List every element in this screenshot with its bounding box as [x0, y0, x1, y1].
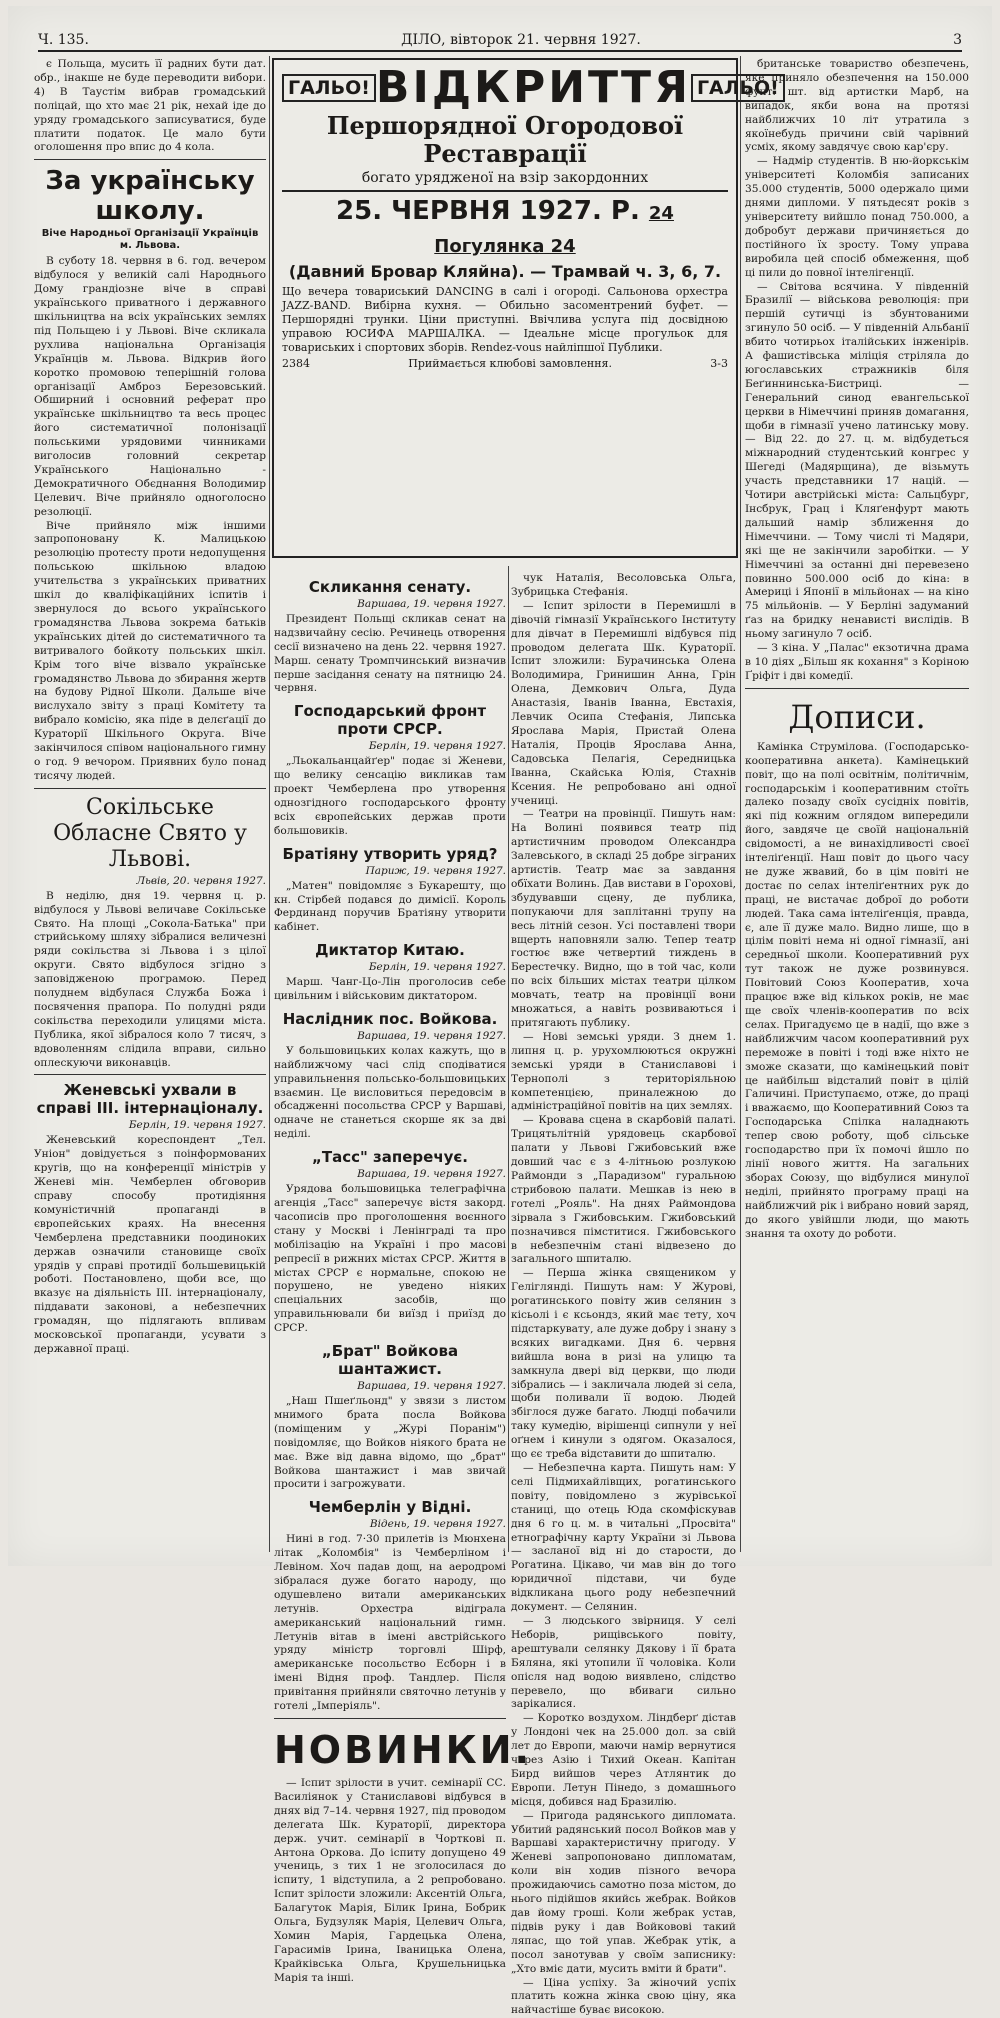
headline-chamberlin-vienna: Чемберлін у Відні.: [308, 1498, 472, 1517]
article-body: Женевський кореспондент „Тел. Уніон" довідується з поінформованих кругів, що на конференції міністрів у Женеві мін. Чемберлен обговорив справу способу протидіяння комуністичній пропаганді в європейських краях. На внесення Чемберлена представники поодиноких держав означили становище своїх урядів у справі протидії большевицькій роботі. Постановлено, щоби все, що вказує на діяльність III. інтернаціоналу, піддавати законові, а небезпечних громадян, що підлягають впливам московської пропаганди, усувати з державної праці.: [34, 1134, 266, 1355]
ad-galo-left: ГАЛЬО!: [282, 74, 376, 102]
news-item: — Небезпечна карта. Пишуть нам: У селі Підмихайлівщих, рогатинського повіту, повідомлено з журівської станиці, що отець Юда скомфіскував дня 6 го ц. м. в читальні „Просвіта" етнографічну карту України зі Львова — засланої від ні до старости, до Рогатина. Цікаво, чи мав він до того юридичної підстави, чи буде відкликана цього роду небезпечний документ. — Селянин.: [511, 1462, 736, 1614]
divider: [274, 1718, 506, 1719]
ad-ref: 2384: [282, 357, 310, 370]
ad-street: 24 Погулянка 24: [434, 203, 674, 257]
news-item: — Театри на провінції. Пишуть нам: На Волині появився театр під артистичним проводом Олександра Залевського, в складі 25 добре зіграних артистів. Театр має за завдання обїхати Волинь. Дав вистави в Горохові, збудувавши сцену, де публика, попукаючи для заплітанні трупу на весь літній сезон. Усі поставлені твори вщерть наповняли залю. Тепер театр гостює вже четвертий тиждень в Берестечку. Видно, що в той час, коли по всіх більших містах театри цілком мовчать, театр на провінції вони множаться, а навіть розвиваються і притягають публику.: [511, 808, 736, 1029]
article-body: Віче прийняло між іншими запропоновану К. Малицькою резолюцію протесту проти недопущення польською шкільною владою учительства з українських приватних шкіл до кваліфікаційних іспитів і звернулося до всього українського громадянства Львова зокрема батьків українських дітей до систематичного та витривалого бойкоту польських шкіл. Крім того віче візвало українське громадянство Львова до збирання жертв на будову Рідної Школи. Дальше віче вислухало звіту з праці Комітету та вибрало комісію, яка піде в делєґації до Кураторії Шкільного Округа. Віче закінчилося співом національного гимну о год. 9 вечором. Приявних було понад тисячу людей.: [34, 519, 266, 782]
article-body: В суботу 18. червня в 6. год. вечером відбулося у великій салі Народнього Дому грандіозне віче в справі українського приватного і державного шкільництва на всіх українських землях під Польщею і у Львові. Віче скликала рухлива національна Організація Українців м. Львова. Відкрив його коротко промовою теперішній голова організації Амброз Березовський. Обширний і основний реферат про українське шкільництво та весь процес його систематичної полонізації польськими урядовими чинниками виголосив головний секретар Українського Національно - Демократичного Обєднання Володимир Целевич. Віче прийняло одноголосно резолюції.: [34, 255, 266, 518]
ad-tagline: богато урядженої на взір закордонних: [361, 170, 649, 186]
dateline: Варшава, 19. червня 1927.: [357, 1380, 506, 1393]
news-continuation: британське товариство обезпечень, яке приняло обезпечення на 150.000 фунт. шт. від артистки Марб, на випадок, якби вона на протязі найближчих 10 літ утратила з якоїнебудь причини свій чарівний усміх, якому завдячує свою кар'єру.: [745, 58, 969, 154]
headline-geneva: Женевські ухвали в справі III. інтернаціоналу.: [36, 1081, 264, 1118]
ad-body: Що вечера товариський DANCING в салі і огороді. Сальонова орхестра JAZZ-BAND. Вибірна кухня. — Обильно засоментрений буфет. — Першорядні трунки. Ціни приступні. Ввічлива услуга під досвідною управою ЮСИФА МАРШАЛКА. — Ідеальне місце прогульок для товариських і спортових зборів. Rendez-vous найліпшої Публики.: [282, 285, 728, 354]
headline-china-dictator: Диктатор Китаю.: [315, 941, 465, 960]
article-body: „Льокальанцайґер" подає зі Женеви, що велику сенсацію викликав там проект Чемберлена про утворення однозгідного господарського фронту всіх європейських держав проти большовиків.: [274, 755, 506, 837]
restaurant-advertisement: [272, 58, 779, 558]
news-item: — Надмір студентів. В ню-йоркськім університеті Коломбія записаних 35.000 студентів, 5000 одержало цими днями дипломи. У пятьдесят років з університету вийшло понад 750.000, а добробут держави причиняється до постійного їх зросту. Тому управа виробила цей спосіб обмеження, щоб ці пили до повної інтелігенції.: [745, 155, 969, 279]
headline-bratianu: Братіяну утворить уряд?: [282, 844, 498, 863]
column-3: [511, 572, 736, 2017]
article-body: Урядова большовицька телеграфічна агенція „Тасс" заперечує вістя закорд. часописів про проголошення воєнного стану у Москві і Ленінграді та про мобілізацію на Україні і про масові репресії в рижних містах СРСР. Життя в містах СРСР є нормальне, спокою не порушено, не уведено ніяких спеціальних засобів, що управильнювали би виїзд і приїзд до СРСР.: [274, 1183, 506, 1335]
column-divider: [269, 56, 270, 1552]
headline-brother-voikov: „Брат" Войкова шантажист.: [321, 1342, 459, 1379]
news-item: — 3 людського звірниця. У селі Неборів, рищівського повіту, арештували селянку Дякову і її брата Бяляна, які утопили її чоловіка. Коли опісля над водою виявлено, слідство перевело, що вбиваги сильно зарікалися.: [511, 1614, 736, 1711]
dateline: Париж, 19. червня 1927.: [365, 864, 506, 877]
article-body: У большовицьких колах кажуть, що в найближчому часі слід сподіватися управильнення польсько-большовицьких взаємин. Це висловиться передовсім в обсадженні посольства СРСР у Варшаві, одначе не станеться скорше як за дві неділі.: [274, 1044, 506, 1141]
divider: [34, 159, 266, 160]
issue-number: Ч. 135.: [38, 32, 89, 48]
news-item: — Перша жінка священиком у Геліглянді. Пишуть нам: У Журові, рогатинського повіту жив селянин з кісьолі і є ксьондз, який має тету, хоч підстаркувату, але дуже добру і знану з всяких вигадками. Дня 6. червня вийшла вона в ризі на улицю та замкнула двері від церкви, що люди зібрались — і закличала людей зі села, щоби поливали її водою. Людей збіглося дуже багато. Людці побачили таку кумедію, вірішенці сипнули у неї оґнем і кинули з одягом. Оказалося, що єє треба відставити до шпиталю.: [511, 1267, 736, 1461]
page-number: 3: [953, 32, 962, 48]
column-4: [745, 58, 969, 1553]
column-divider: [740, 56, 741, 1552]
ad-galo-right: ГАЛЬО!: [691, 74, 785, 102]
section-letters: Дописи.: [788, 697, 926, 736]
ad-note: Приймається клюбові замовлення.: [408, 357, 612, 370]
news-item: — Нові земські уряди. З днем 1. липня ц. р. урухомлюються окружні земські уряди в Станиславові і Тернополі з територіяльною компетенцією, приналежною до адміністраційної повітів на цих землях.: [511, 1030, 736, 1113]
ad-location-note: (Давний Бровар Кляйна). — Трамвай ч. 3, 6, 7.: [288, 262, 722, 281]
dateline: Львів, 20. червня 1927.: [136, 874, 266, 887]
subheadline: Віче Народньої Організації Українців м. Львова.: [41, 228, 259, 252]
headline-sokol-festival: Сокільське Обласне Свято у Львові.: [53, 794, 247, 872]
dateline: Берлін, 19. червня 1927.: [368, 961, 506, 974]
headline-senate: Скликання сенату.: [308, 578, 472, 596]
headline-economic-front: Господарський фронт проти СРСР.: [293, 702, 487, 739]
dateline: Відень, 19. червня 1927.: [369, 1518, 506, 1531]
article-body: Нині в год. 7·30 прилетів із Мюнхена літак „Коломбія" із Чемберліном і Левіном. Хоч падав дощ, на аеродромі зібралася дуже богато народу, що одушевлено витали американських летунів. Орхестра відіграла американський національний гимн. Летунів вітав в імені австрійського уряду міністр торговлі Шірф, американське посольство Есборн і в імені Відня проф. Тандлер. Після привітання прийняли святочно летунів у готелі „Імперіяль".: [274, 1533, 506, 1713]
divider: [34, 788, 266, 789]
article-body: „Наш Пшеґльонд" у звязи з листом мнимого брата посла Войкова (поміщеним у „Журі Поранім") повідомляє, що Войков ніякого брата не має. Вже від давна відомо, що „брат" Войкова шантажист і мав звичай просити і загрожувати.: [274, 1394, 506, 1491]
article-continuation: є Польща, мусить її радних бути дат. обр., інакше не буде переводити вибори. 4) В Таустім вибрав громадський поліцай, що хто має 21 рік, нехай іде до уряду громадського записуватися, буде платити податок. Це мало бути оголошення про впис до 4 кола.: [34, 58, 266, 154]
column-divider: [508, 566, 509, 1552]
news-item: — Іспит зрілости в Перемишлі в дівочій гімназії Українського Інституту для дівчат в Перемишлі відбувся під проводом делегата Шк. Кураторії. Іспит зложили: Бурачинська Олена Володимира, Гринишин Анна, Грін Олена, Демкович Ольга, Дуда Анастазія, Іванів Іванна, Евстахія, Левчик Осипа Стефанія, Липська Ярослава Марія, Пристай Олена Наталія, Проців Ярослава Анна, Садовська Пелагія, Середницька Іванна, Скайська Юлія, Стахнів Ксения. Не репробовано ані одної учениці.: [511, 599, 736, 807]
headline-ukrainian-school: За українську школу.: [45, 166, 255, 227]
dateline: Варшава, 19. червня 1927.: [357, 1029, 506, 1042]
article-body: „Матен" повідомляє з Букарешту, що кн. Стірбей подався до димісії. Король Фердинанд поручив Братіяну утворити кабінет.: [274, 879, 506, 934]
newspaper-page: [8, 6, 992, 2017]
divider: [282, 190, 728, 192]
news-item: — З кіна. У „Палас" екзотична драма в 10 діях „Більш як кохання" з Коріною Ґріфіт і дві комедії.: [745, 642, 969, 682]
news-item: — Кровава сцена в скарбовій палаті. Трицятьлітній урядовець скарбової палати у Львові Гжибовський вже довший час є з 4-літньою розлукою Раймонди з „Парадизом" гуральною стрибовою палати. Мешкав із нею в готелі „Рояль". На днях Раймондова зірвала з Гжибовським. Гжибовський позначився пімститися. Гжибовського в небезпечнім стані відвезено до загального шпиталю.: [511, 1114, 736, 1266]
ad-date-row: [282, 196, 728, 262]
dateline: Варшава, 19. червня 1927.: [357, 598, 506, 610]
ad-date: 25. ЧЕРВНЯ 1927. Р.: [336, 196, 640, 226]
ad-footer: [282, 357, 728, 370]
news-item: — Ціна успіху. За жіночий успіх платить кожна жінка свою ціну, яка найчастіше буває високою.: [511, 1976, 736, 2017]
column-1: [34, 58, 266, 1553]
ad-subtitle: Першорядної Огородової Реставрації: [326, 111, 684, 168]
headline-tass: „Тасс" заперечує.: [312, 1148, 468, 1167]
masthead: ДІЛО, вівторок 21. червня 1927.: [401, 32, 641, 48]
page-header: [38, 28, 962, 52]
news-continuation: чук Наталія, Весоловська Ольга, Зубрицька Стефанія.: [511, 572, 736, 598]
divider: [745, 688, 969, 689]
letter-item: Камінка Струмілова. (Господарсько-кооперативна анкета). Камінецький повіт, що на полі освітнім, політичнім, господарськім і кооперативним стоїть далеко позаду своїх сусідніх повітів, які під кожним оглядом випередили його, завдяче це своїй національній свідомості, а не винахідливості своєї інтеліґенції. Наш повіт до цього часу не дуже жвавий, бо в цім повіті не достає по селах інтеліґентних рук до праці, не вистачає доброї до роботи людей. Така сама інтеліґенція, правда, є, але її дуже мало. Видно лише, що в цілім повіті нема ні одної гімназії, ані середньої школи. Кооперативний рух тут також не дуже розвинувся. Повітовий Союз Кооператив, хоча працює вже від кількох років, не має ще своїх членів-кооператив по всіх селах. Пригадуємо це в надії, що вже з найближчим часом кооперативний рух переможе в повіті і тоді вже ніхто не зможе сказати, що камінецький повіт це найбільш відсталий повіт в цілій Галичині. Приступаємо, отже, до праці і вважаємо, що Кооперативний Союз та Господарська Спілка наладнають тепер свою роботу, щоб сільське господарство при їх помочі йшло по лінії нового життя. На загальних зборах Союзу, що відбулися минулої неділі, прийнято програму праці на найближчий рік і вибрано новий заряд, до якого увійшли люди, що мають знання та охоту до роботи.: [745, 740, 969, 1240]
article-body: Марш. Чанг-Цо-Лін проголосив себе цивільним і військовим диктатором.: [274, 976, 506, 1003]
news-item: — Пригода радянського дипломата. Убитий радянський посол Войков мав у Варшаві характеристичну пригоду. У Женеві запропоновано дипломатам, коли він ходив пізного вечора прожидаючись самотно поза містом, до нього підійшов якийсь жебрак. Войков дав йому гроші. Коли жебрак устав, підвів руку і дав Войковові такий ляпас, що той упав. Жебрак утік, а посол занотував у своїм записнику: „Хто вміє дати, мусить вміти й брати".: [511, 1809, 736, 1975]
article-body: Президент Польщі скликав сенат на надзвичайну сесію. Речинець отворення сесії визначено на день 22. червня 1927. Марш. сенату Тромпчинський визначив перше засідання сенату на пятницю 24. червня.: [274, 612, 506, 695]
dateline: Варшава, 19. червня 1927.: [357, 1168, 506, 1181]
ad-title: ВІДКРИТТЯ: [375, 62, 691, 113]
news-item: — Світова всячина. У південній Бразилії — військова революція: при першій сутичці із збунтованими згинуло 50 осіб. — У південній Альбанії вбито чотирьох італійських інженірів. А фашистівська міліція стріляла до югославських стражників біля Беґиннинська-Бистриці. — Генеральний синод евангельської церкви в Німеччині приняв домагання, щоби в гімназії учено латинську мову. — Від 22. до 27. ц. м. відбудеться міжнародний студентський конгрес у Шегеді (Мадярщина), де візьмуть участь представники 17 націй. — Чотири австрійські міста: Сальцбург, Інсбрук, Грац і Кляґенфурт мають дальший намір зближення до Німеччини. — Тому числі ті Мадяри, які ще не закінчили заробітки. — У Німеччині за останні дні перевезено повинно 500.000 осіб до кіна: в Америці і Японії в мільйонах — на кіно 75 мільйонів. — У Берліні задуманий ґаз на бридку ненависті вислідів. В ньому загинуло 7 осіб.: [745, 280, 969, 641]
column-2: [274, 572, 532, 1984]
news-item: — Іспит зрілости в учит. семінарії СС. Василіянок у Станиславові відбувся в днях від 7–14. червня 1927, під проводом делегата Шк. Кураторії, директора держ. учит. семінарії в Чорткові п. Антона Оркова. До іспиту допущено 49 учениць, з тих 1 не зголосилася до іспиту, 1 відступила, а 2 репробовано. Іспит зрілости зложили: Аксентій Ольга, Балагуток Марія, Білик Ірина, Бобрик Ольга, Будзуляк Марія, Целевич Ольга, Хомин Марія, Гардецька Олена, Гарасимів Ірина, Іваницька Олена, Крайківська Ольга, Крушельницька Марія та інші.: [274, 1777, 506, 1984]
ad-ref2: 3-3: [710, 357, 728, 370]
divider: [34, 1074, 266, 1075]
dateline: Берлін, 19. червня 1927.: [128, 1119, 266, 1132]
headline-voikov-successor: Наслідник пос. Войкова.: [282, 1009, 498, 1028]
article-body: В неділю, дня 19. червня ц. р. відбулося у Львові величаве Сокільське Свято. На площі „Сокола-Батька" при стрийському шляху зібралися величезні ряди сокільства зі Львова і з цілої округи. Свято відбулося згідно з заповідженою програмою. Перед полуднем відбулася Служба Божа і посвячення прапора. По полудні ряди сокільства переходили улицями міста. Публика, якої зібралося коло 7 тисяч, з вдоволенням слідила вправи, сильно оплескуючи виконавців.: [34, 889, 266, 1069]
section-news: НОВИНКИ.: [274, 1728, 532, 1772]
news-item: — Коротко воздухом. Ліндберґ дістав у Лондоні чек на 25.000 дол. за свій лет до Европи, маючи намір вернутися через Азію і Тихий Океан. Капітан Бирд вийшов через Атлянтик до Европи. Летун Пінедо, з домашнього місця, добився над Бразилію.: [511, 1712, 736, 1808]
dateline: Берлін, 19. червня 1927.: [368, 740, 506, 753]
